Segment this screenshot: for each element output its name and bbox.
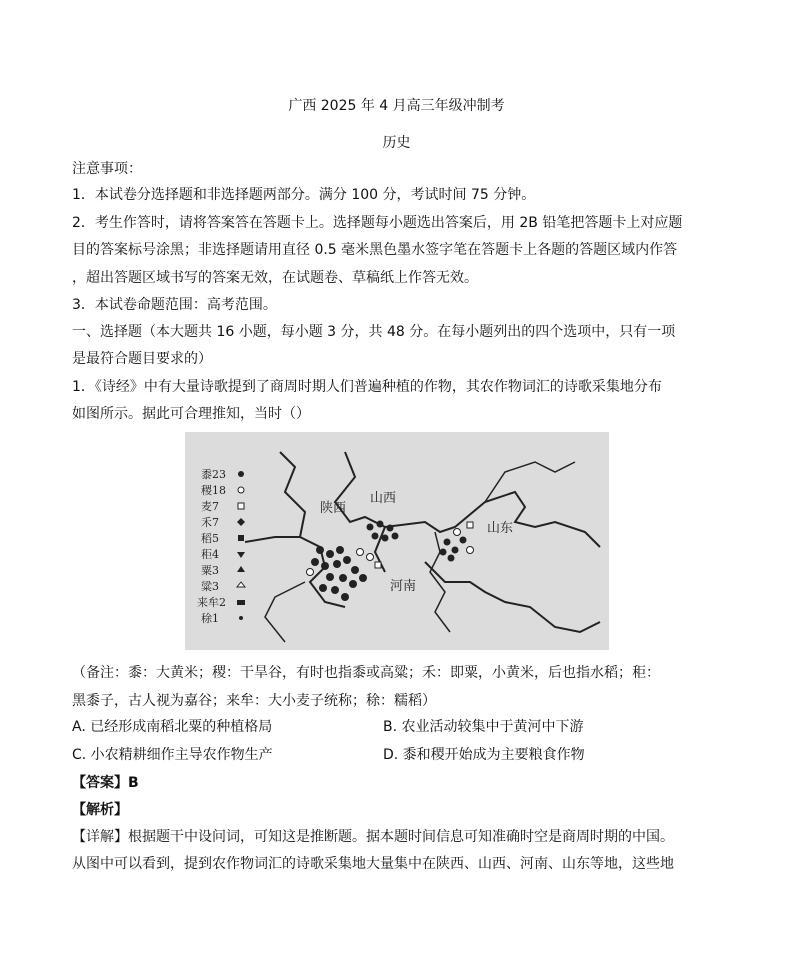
legend-label: 禾7: [201, 516, 219, 529]
question-stem: 1．《诗经》中有大量诗歌提到了商周时期人们普遍种植的作物，其农作物词汇的诗歌采集地分布: [72, 379, 662, 395]
detail-text: 【详解】根据题干中设问词，可知这是推断题。据本题时间信息可知准确时空是商周时期的中国。: [72, 829, 674, 845]
option-c: C. 小农精耕细作主导农作物生产: [72, 747, 273, 763]
legend-label: 稷18: [201, 484, 226, 497]
question-stem-cont: 如图所示。据此可合理推知，当时（）: [72, 406, 310, 422]
notice-heading: 注意事项：: [72, 161, 142, 177]
legend-label: 麦7: [201, 500, 219, 513]
crop-distribution-map: [185, 432, 609, 650]
option-d: D. 黍和稷开始成为主要粮食作物: [383, 747, 585, 763]
map-note-cont: 黑黍子，古人视为嘉谷；来牟：大小麦子统称；稌：糯稻）: [72, 693, 436, 709]
exam-title: 广西 2025 年 4 月高三年级冲制考: [288, 98, 505, 114]
legend-label: 秬4: [201, 548, 219, 561]
map-note: （备注：黍：大黄米；稷：干旱谷，有时也指黍或高粱；禾：即粟，小黄米，后也指水稻；秬：: [72, 665, 660, 681]
region-label: 山西: [370, 491, 397, 506]
legend-label: 稌1: [201, 612, 219, 625]
region-label: 山东: [487, 521, 514, 536]
option-b: B. 农业活动较集中于黄河中下游: [383, 719, 584, 735]
section-heading-cont: 是最符合题目要求的）: [72, 351, 212, 367]
legend-label: 稻5: [201, 532, 219, 545]
notice-item: 2．考生作答时，请将答案答在答题卡上。选择题每小题选出答案后，用 2B 铅笔把答题卡上对应题: [72, 215, 683, 231]
notice-item: 目的答案标号涂黑；非选择题请用直径 0.5 毫米黑色墨水签字笔在答题卡上各题的答题区域内作答: [72, 242, 678, 258]
legend-label: 粱3: [201, 580, 219, 593]
map-svg: [185, 432, 609, 650]
legend-label: 粟3: [201, 564, 219, 577]
region-label: 陕西: [320, 501, 347, 516]
section-heading: 一、选择题（本大题共 16 小题，每小题 3 分，共 48 分。在每小题列出的四个选项中，只有一项: [72, 324, 676, 340]
region-label: 河南: [390, 579, 417, 594]
analysis-label: 【解析】: [72, 802, 128, 818]
notice-item: ，超出答题区域书写的答案无效，在试题卷、草稿纸上作答无效。: [72, 270, 478, 286]
legend-label: 来牟2: [197, 596, 226, 609]
notice-item: 1．本试卷分选择题和非选择题两部分。满分 100 分，考试时间 75 分钟。: [72, 187, 536, 203]
subject-title: 历史: [382, 135, 411, 151]
legend-label: 黍23: [201, 468, 226, 481]
notice-item: 3．本试卷命题范围：高考范围。: [72, 297, 277, 313]
answer-label: 【答案】B: [72, 775, 139, 791]
option-a: A. 已经形成南稻北粟的种植格局: [72, 719, 273, 735]
detail-text-cont: 从图中可以看到，提到农作物词汇的诗歌采集地大量集中在陕西、山西、河南、山东等地，这些地: [72, 856, 674, 872]
